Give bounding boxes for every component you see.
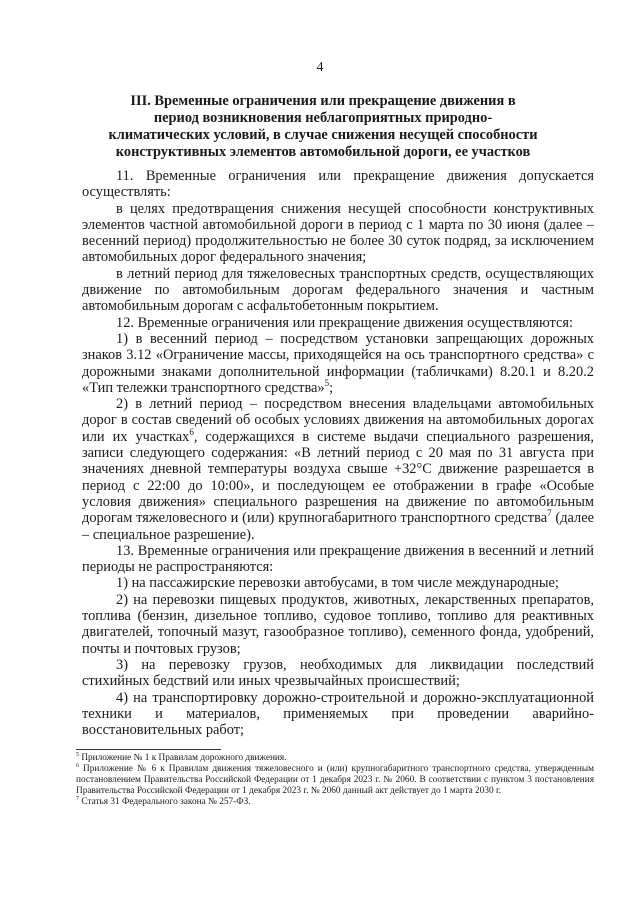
paragraph-13-item-2: 2) на перевозки пищевых продуктов, животных, лекарственных препаратов, топлива (бензин, дизельное топливо, судовое топливо, топливо для реактивных двигателей, топочный мазут, газообразное топливо), семенного фонда, удобрений, почты и почтовых грузов; bbox=[82, 591, 594, 657]
paragraph-text: 1) в весенний период – посредством установки запрещающих дорожных знаков 3.12 «Ограничение массы, приходящейся на ось транспортного средства» с дорожными знаками дополнительной информации (табличками) 8.20.1 и 8.20.2 «Тип тележки транспортного средства» bbox=[82, 330, 594, 396]
paragraph-12: 12. Временные ограничения или прекращение движения осуществляются: bbox=[116, 314, 574, 331]
section-heading: III. Временные ограничения или прекращение движения в период возникновения неблагоприятных природно-климатических условий, в случае снижения несущей способности конструктивных элементов автомобильной дороги, ее участков bbox=[108, 93, 538, 160]
footnote-number: 5 bbox=[76, 751, 79, 758]
paragraph-13-item-4: 4) на транспортировку дорожно-строительной и дорожно-эксплуатационной техники и материалов, применяемых при проведении аварийно-восстановительных работ; bbox=[82, 689, 594, 739]
paragraph-11-item-spring: в целях предотвращения снижения несущей способности конструктивных элементов частной автомобильной дороги в период с 1 марта по 30 июня (далее – весенний период) продолжительностью не более 30 суток подряд, за исключением автомобильных дорог федерального значения; bbox=[82, 200, 594, 266]
footnote-number: 6 bbox=[76, 762, 79, 769]
document-body bbox=[82, 168, 594, 738]
page-number: 4 bbox=[316, 60, 324, 75]
paragraph-text-tail: ; bbox=[329, 379, 334, 396]
footnote-text: Статья 31 Федерального закона № 257-ФЗ. bbox=[79, 797, 251, 807]
footnote-7 bbox=[76, 797, 594, 808]
paragraph-text-tail: (далее – специальное разрешение). bbox=[82, 510, 594, 543]
footnotes bbox=[76, 753, 594, 808]
footnote-ref: 5 bbox=[324, 378, 330, 389]
footnote-6 bbox=[76, 764, 594, 797]
paragraph-13-item-3: 3) на перевозку грузов, необходимых для ликвидации последствий стихийных бедствий или иных чрезвычайных происшествий; bbox=[82, 656, 594, 690]
footnote-divider bbox=[76, 749, 221, 750]
footnote-text: Приложение № 6 к Правилам движения тяжеловесного и (или) крупногабаритного транспортного средства, утвержденным постановлением Правительства Российской Федерации от 1 декабря 2023 г. № 2060. В соответствии с пунктом 3 постановления Правительства Российской Федерации от 1 декабря 2023 г. № 2060 данный акт действует до 1 марта 2030 г. bbox=[76, 764, 594, 796]
paragraph-12-item-1 bbox=[82, 331, 594, 396]
footnote-ref: 6 bbox=[189, 426, 194, 437]
footnote-text: Приложение № 1 к Правилам дорожного движения. bbox=[79, 753, 287, 763]
paragraph-13: 13. Временные ограничения или прекращение движения в весенний и летний периоды не распространяются: bbox=[82, 542, 594, 576]
paragraph-13-item-1: 1) на пассажирские перевозки автобусами, в том числе международные; bbox=[116, 575, 559, 592]
paragraph-text: 2) в летний период – посредством внесения владельцами автомобильных дорог в состав сведений об особых условиях движения на автомобильных дорогах или их участках bbox=[82, 396, 594, 445]
footnote-ref: 7 bbox=[547, 508, 552, 519]
footnote-number: 7 bbox=[76, 795, 79, 802]
footnote-5 bbox=[76, 753, 594, 764]
paragraph-11-item-summer: в летний период для тяжеловесных транспортных средств, осуществляющих движение по автомобильным дорогам федерального значения и частным автомобильным дорогам с асфальтобетонным покрытием. bbox=[82, 265, 594, 315]
paragraph-12-item-2 bbox=[82, 396, 594, 543]
paragraph-text-middle: , содержащихся в системе выдачи специального разрешения, записи следующего содержания: «В летний период с 20 мая по 31 августа при значениях дневной температуры воздуха свыше +32°С движение разрешается в период с 22:00 до 10:00», и последующем ее отображении в графе «Особые условия движения» специального разрешения на движение по автомобильным дорогам тяжеловесного и (или) крупногабаритного транспортного средства bbox=[82, 428, 594, 527]
paragraph-11: 11. Временные ограничения или прекращение движения допускается осуществлять: bbox=[82, 168, 594, 201]
